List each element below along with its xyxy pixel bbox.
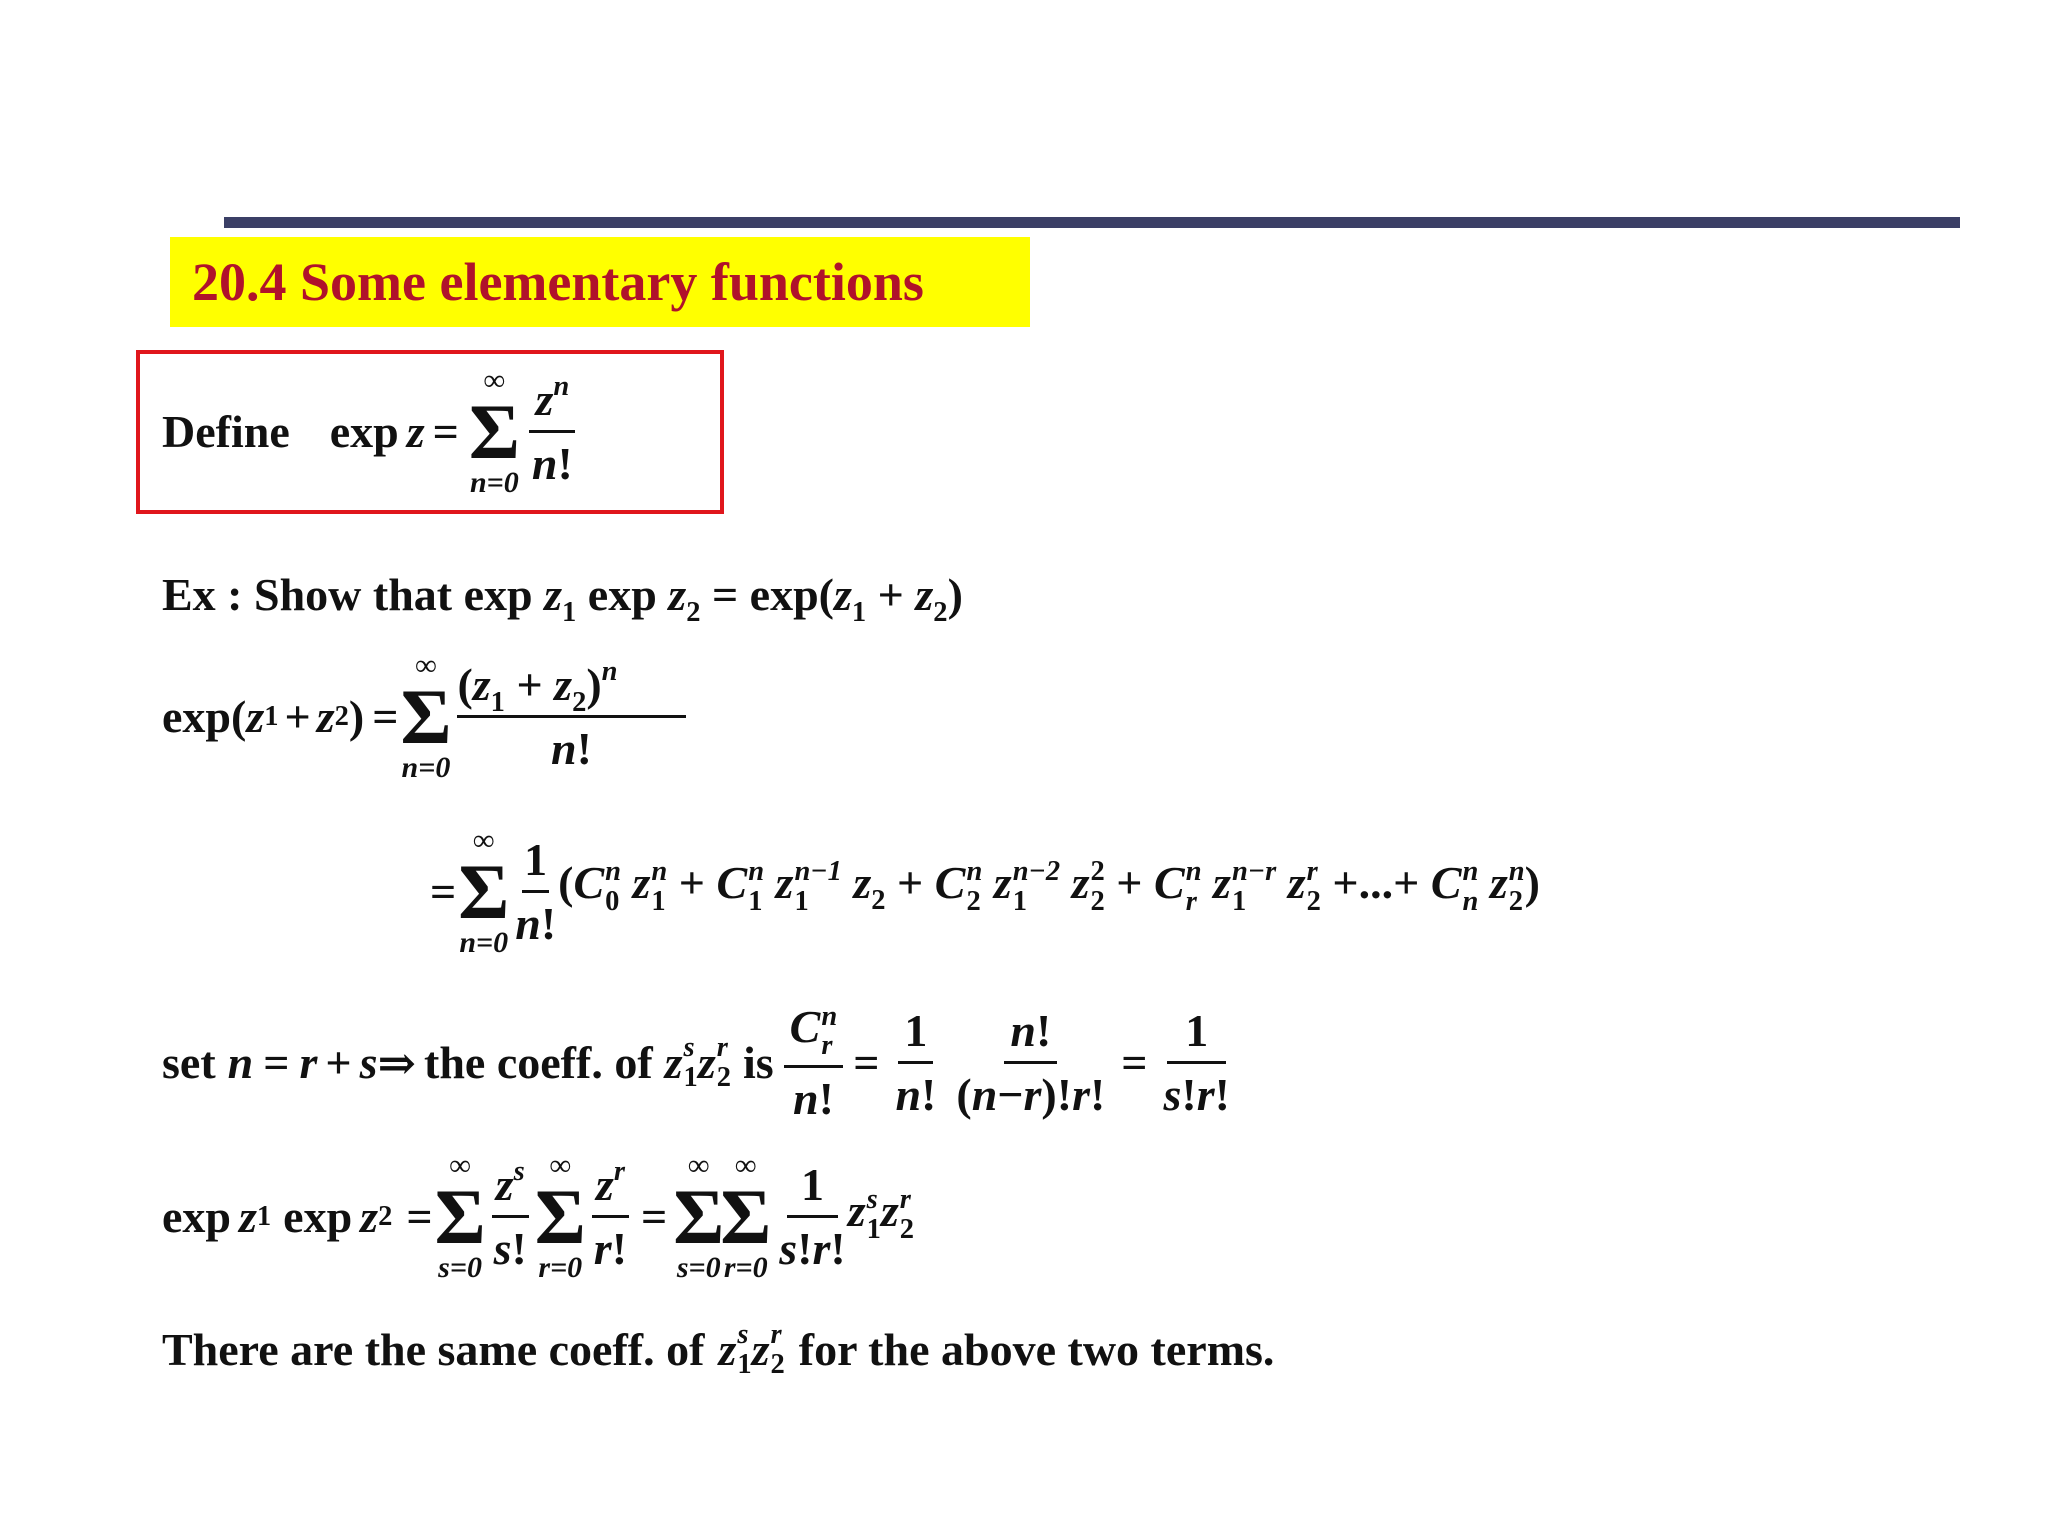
sub-1: 1 <box>737 1348 752 1380</box>
denominator <box>490 1218 531 1275</box>
plus: + <box>1116 856 1143 908</box>
factorial: ! <box>1056 1069 1073 1121</box>
sub-2: 2 <box>1090 886 1105 918</box>
var-n: n <box>227 1037 254 1089</box>
rparen: ) <box>348 691 365 743</box>
fraction <box>950 1004 1111 1121</box>
sub-1: 1 <box>1012 886 1027 918</box>
sup-n-minus-1: n−1 <box>794 856 842 888</box>
var-z: z <box>1213 856 1231 908</box>
sum-upper: ∞ <box>483 364 506 397</box>
binomial-expansion-equation <box>430 825 1540 958</box>
exp-text: exp <box>749 569 819 620</box>
sub-2: 2 <box>899 1214 915 1246</box>
sum-upper: ∞ <box>449 1149 471 1182</box>
sub-1: 1 <box>851 596 867 628</box>
var-z: z <box>1489 856 1508 908</box>
exp-text: exp <box>162 691 231 743</box>
var-r: r <box>812 1223 831 1275</box>
plus: + <box>678 856 705 908</box>
var-n: n <box>971 1069 998 1121</box>
definition-equation <box>162 365 583 498</box>
binom-C: C <box>789 1001 821 1052</box>
sup-s: s <box>866 1184 878 1216</box>
var-z: z <box>544 569 563 620</box>
exp-r: r <box>613 1156 625 1188</box>
sub-2: 2 <box>966 886 981 918</box>
var-z: z <box>664 1037 683 1089</box>
fraction <box>513 833 558 950</box>
equals: = <box>641 1191 668 1243</box>
equals: = <box>372 691 399 743</box>
sup-r: r <box>899 1184 911 1216</box>
sup-n: n <box>1508 856 1525 888</box>
plus: + <box>1332 856 1359 908</box>
var-z: z <box>239 1191 257 1243</box>
var-z: z <box>316 691 335 743</box>
sup-n: n <box>966 856 983 888</box>
exp-s: s <box>513 1156 525 1188</box>
denominator <box>545 718 598 775</box>
sum-lower: r=0 <box>723 1250 768 1284</box>
var-z: z <box>632 856 651 908</box>
rparen: ) <box>1041 1069 1057 1121</box>
lparen: ( <box>231 691 247 743</box>
sum-upper: ∞ <box>549 1149 571 1182</box>
sub-2: 2 <box>1508 886 1524 918</box>
equals: = <box>711 569 739 620</box>
var-z: z <box>595 1159 614 1211</box>
factorial: ! <box>511 1223 527 1275</box>
var-r: r <box>1023 1069 1042 1121</box>
section-title-box <box>170 237 1030 327</box>
factorial: ! <box>1181 1069 1197 1121</box>
implies-arrow: ⇒ <box>377 1037 417 1089</box>
sum-upper: ∞ <box>473 824 495 857</box>
sigma: Σ <box>458 847 510 935</box>
section-title: 20.4 Some elementary functions <box>192 252 924 312</box>
equals: = <box>853 1037 880 1089</box>
var-z: z <box>775 856 794 908</box>
var-s: s <box>1163 1069 1182 1121</box>
var-z: z <box>472 659 491 711</box>
sub-2: 2 <box>770 1348 785 1380</box>
sub-2: 2 <box>1306 886 1321 918</box>
sup-s: s <box>737 1319 749 1350</box>
denominator <box>526 433 579 490</box>
fraction <box>590 1158 631 1275</box>
sub-2: 2 <box>933 596 948 628</box>
var-z: z <box>853 856 872 908</box>
sup-r: r <box>716 1031 728 1063</box>
var-z: z <box>246 691 265 743</box>
sup-s: s <box>683 1031 695 1063</box>
sum-symbol <box>720 1150 771 1283</box>
var-n: n <box>531 438 558 490</box>
exp-text: exp <box>162 1191 231 1243</box>
sum-expansion-equation: exp ( z 1 + z 2 ) = ∞ Σ n=0 $\frac{(z_1 + z_2)^n}{n!}$ <box>162 650 690 783</box>
plus: + <box>325 1037 352 1089</box>
coeff-label: the coeff. of <box>424 1037 653 1089</box>
numerator: 1 <box>522 833 549 893</box>
sub-1: 1 <box>794 886 809 918</box>
exp-n: n <box>601 656 618 688</box>
lparen: ( <box>558 856 574 908</box>
sup-n: n <box>1462 856 1479 888</box>
var-n: n <box>551 723 577 775</box>
sum-lower: n=0 <box>401 750 451 784</box>
sum-symbol <box>458 825 509 958</box>
fraction <box>1158 1004 1236 1121</box>
factorial: ! <box>818 1073 834 1125</box>
sup-n-minus-2: n−2 <box>1012 856 1061 888</box>
var-z: z <box>718 1324 737 1376</box>
sum-lower: s=0 <box>676 1250 721 1284</box>
rparen: ) <box>586 659 602 711</box>
var-z: z <box>880 1184 899 1236</box>
plus: + <box>897 856 924 908</box>
var-z: z <box>834 569 852 620</box>
fraction <box>889 1004 942 1121</box>
z-product <box>848 1184 914 1245</box>
lparen: ( <box>818 569 834 620</box>
ex-label: Ex : Show that <box>162 569 453 620</box>
equals: = <box>406 1191 433 1243</box>
binom-C: C <box>1154 856 1185 908</box>
numerator: 1 <box>1167 1004 1226 1064</box>
numerator: 1 <box>898 1004 933 1064</box>
denominator <box>787 1068 840 1125</box>
sigma: Σ <box>673 1172 725 1260</box>
denominator <box>889 1064 942 1121</box>
fraction <box>777 1158 847 1275</box>
lparen: ( <box>457 659 473 711</box>
sigma: Σ <box>534 1172 586 1260</box>
sum-lower: r=0 <box>538 1250 583 1284</box>
double-sum-equation: exp z 1 exp z 2 = ∞ Σ s=0 $\frac{z^s}{s!}$ ∞ Σ r=0 $\frac{z^r}{r!}$ = ∞ Σ s=0 ∞ Σ r=0 $\frac{1}{s!r!}$ z s 1 z r 2 <box>162 1149 915 1284</box>
sup-n: n <box>651 856 668 888</box>
sup-2: 2 <box>1090 856 1105 888</box>
var-z: z <box>495 1159 514 1211</box>
factorial: ! <box>830 1223 846 1275</box>
sub-1: 1 <box>1231 886 1247 918</box>
var-z: z <box>360 1191 379 1243</box>
sum-symbol <box>400 650 451 783</box>
sum-symbol <box>469 365 520 498</box>
sub-r: r <box>821 1030 833 1062</box>
var-z: z <box>668 569 687 620</box>
sub-1: 1 <box>748 886 763 918</box>
fraction <box>526 373 579 490</box>
var-s: s <box>779 1223 798 1275</box>
var-n: n <box>895 1069 922 1121</box>
var-z: z <box>751 1324 770 1376</box>
factorial: ! <box>1089 1069 1106 1121</box>
var-n: n <box>792 1073 819 1125</box>
is-label: is <box>742 1037 774 1089</box>
exp-text: exp <box>283 1191 353 1243</box>
sub-1: 1 <box>490 686 505 718</box>
sup-n: n <box>605 856 622 888</box>
set-label: set <box>162 1037 216 1089</box>
var-z: z <box>406 406 425 458</box>
factorial: ! <box>540 898 557 950</box>
conclusion-label: There are the same coeff. of <box>162 1324 705 1376</box>
sum-upper: ∞ <box>735 1149 757 1182</box>
var-z: z <box>1071 856 1090 908</box>
binom-C: C <box>573 856 605 908</box>
var-r: r <box>1196 1069 1215 1121</box>
sub-1: 1 <box>651 886 666 918</box>
var-z: z <box>993 856 1012 908</box>
sub-1: 1 <box>866 1214 881 1246</box>
minus: − <box>997 1069 1024 1121</box>
fraction <box>490 1158 531 1275</box>
var-z: z <box>1287 856 1306 908</box>
equals: = <box>263 1037 290 1089</box>
binom-C: C <box>716 856 748 908</box>
plus: + <box>284 691 311 743</box>
header-rule <box>224 217 1960 228</box>
plus: + <box>516 659 543 711</box>
exp-text: exp <box>329 406 399 458</box>
factorial: ! <box>797 1223 813 1275</box>
numerator <box>529 373 575 433</box>
exp-text: exp <box>463 569 533 620</box>
var-z: z <box>554 659 573 711</box>
factorial: ! <box>1214 1069 1230 1121</box>
equals: = <box>432 406 459 458</box>
sub-r: r <box>1185 886 1197 918</box>
sup-n-minus-r: n−r <box>1231 856 1277 888</box>
sum-lower: s=0 <box>438 1250 482 1284</box>
numerator <box>457 658 685 718</box>
numerator <box>784 1000 844 1068</box>
factorial: ! <box>557 438 573 490</box>
lparen: ( <box>956 1069 972 1121</box>
var-s: s <box>359 1037 378 1089</box>
numerator: 1 <box>787 1158 838 1218</box>
binom-C: C <box>1430 856 1462 908</box>
sup-n: n <box>748 856 765 888</box>
sup-n: n <box>821 1000 838 1032</box>
var-z: z <box>697 1037 716 1089</box>
fraction <box>784 1000 844 1125</box>
sub-1: 1 <box>562 596 577 628</box>
sub-2: 2 <box>572 686 587 718</box>
var-n: n <box>1010 1005 1036 1057</box>
equals: = <box>430 866 457 918</box>
equals: = <box>1121 1037 1148 1089</box>
sup-r: r <box>1306 856 1318 888</box>
denominator <box>777 1218 847 1275</box>
var-s: s <box>493 1223 512 1275</box>
factorial: ! <box>1035 1005 1052 1057</box>
coefficient-equation <box>162 1000 1240 1125</box>
sub-2: 2 <box>871 884 886 916</box>
example-statement <box>162 568 963 628</box>
sub-1: 1 <box>683 1061 698 1093</box>
binomial-terms <box>558 856 1540 917</box>
sum-lower: n=0 <box>469 465 519 499</box>
define-label: Define <box>162 406 290 458</box>
var-r: r <box>593 1223 612 1275</box>
binom-C: C <box>934 856 966 908</box>
rparen: ) <box>1524 856 1540 908</box>
conclusion-line <box>162 1320 1274 1380</box>
sup-n: n <box>1185 856 1202 888</box>
plus: + <box>877 569 904 620</box>
sigma: Σ <box>720 1172 772 1260</box>
factorial: ! <box>921 1069 937 1121</box>
fraction <box>457 658 685 775</box>
sum-symbol <box>435 1150 486 1283</box>
var-z: z <box>847 1184 866 1236</box>
numerator <box>1004 1004 1057 1064</box>
var-r: r <box>299 1037 318 1089</box>
rparen: ) <box>947 569 963 620</box>
above-label: for the above two terms. <box>798 1324 1275 1376</box>
sum-upper: ∞ <box>688 1149 710 1182</box>
sub-n: n <box>1462 886 1479 918</box>
var-n: n <box>515 898 541 950</box>
var-z: z <box>535 374 554 426</box>
denominator <box>950 1064 1111 1121</box>
sigma: Σ <box>400 672 452 760</box>
numerator <box>592 1158 629 1218</box>
denominator <box>1158 1064 1236 1121</box>
sub-2: 2 <box>716 1061 731 1093</box>
exp-n: n <box>553 371 570 403</box>
sum-lower: n=0 <box>459 925 509 959</box>
sub-2: 2 <box>686 596 701 628</box>
sub-0: 0 <box>605 886 620 918</box>
sum-symbol <box>535 1150 586 1283</box>
var-z: z <box>915 569 934 620</box>
plus: + <box>1393 856 1420 908</box>
factorial: ! <box>576 723 592 775</box>
var-r: r <box>1072 1069 1090 1121</box>
sup-r: r <box>770 1319 782 1350</box>
exp-text: exp <box>587 569 657 620</box>
factorial: ! <box>611 1223 628 1275</box>
denominator <box>590 1218 631 1275</box>
sum-symbol <box>673 1150 724 1283</box>
denominator <box>513 893 558 950</box>
sum-upper: ∞ <box>415 649 437 682</box>
sigma: Σ <box>468 387 520 475</box>
numerator <box>492 1158 529 1218</box>
ellipsis: ... <box>1358 856 1394 908</box>
sigma: Σ <box>434 1172 486 1260</box>
